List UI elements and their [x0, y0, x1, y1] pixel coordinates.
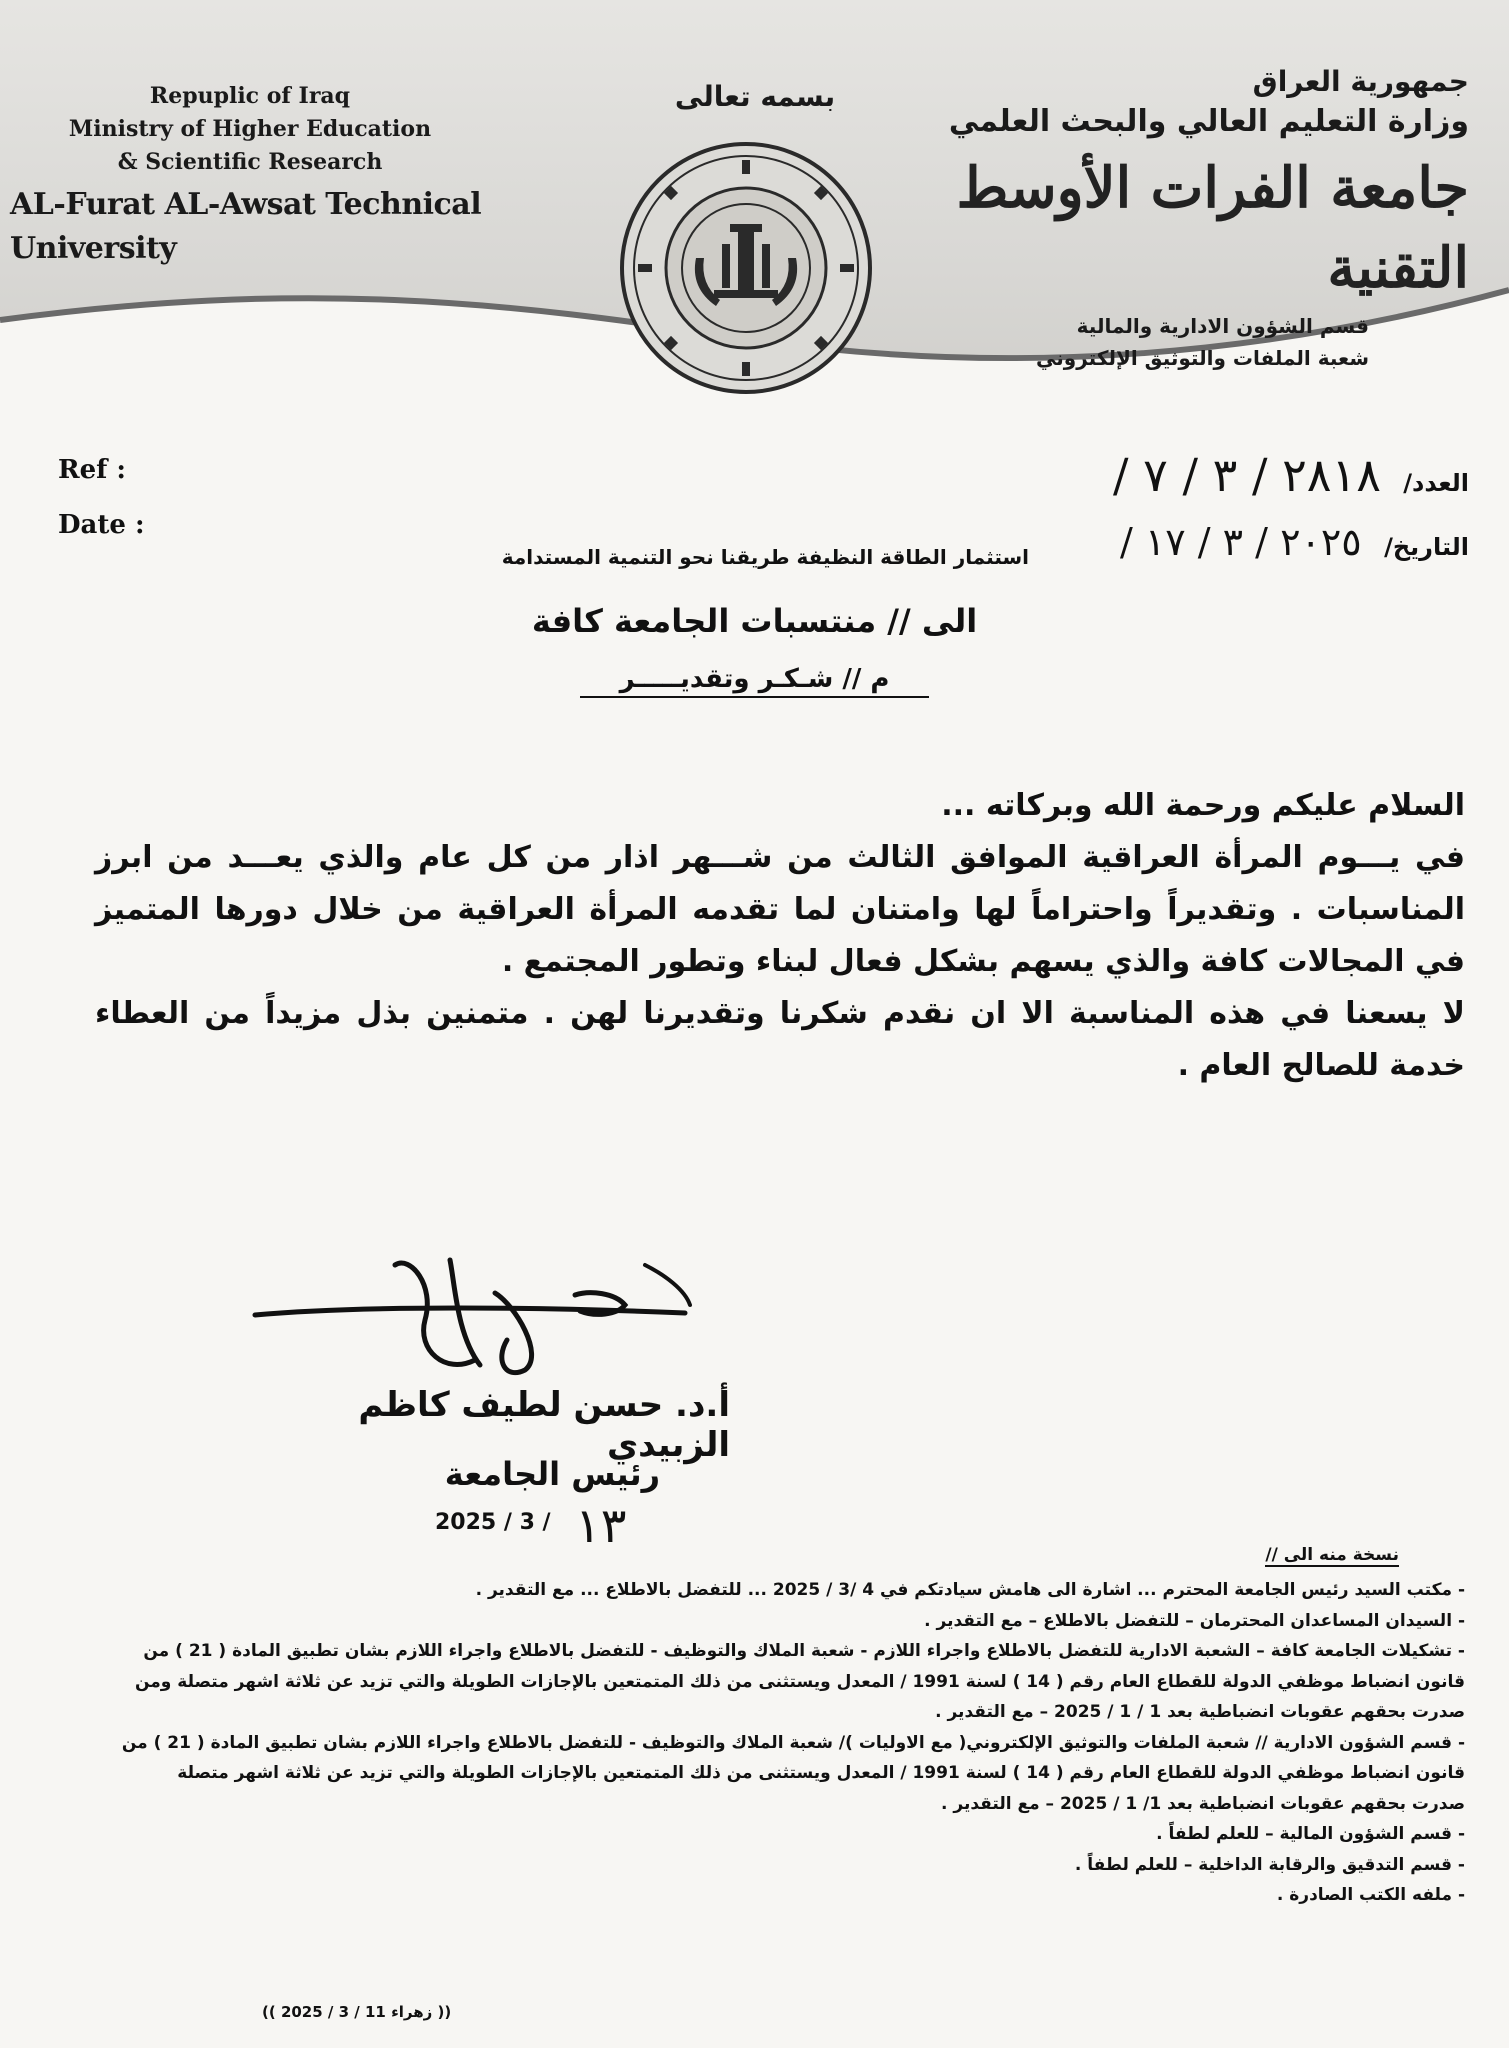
copies-list: [120, 1575, 1465, 1911]
signer-title: رئيس الجامعة: [444, 1455, 660, 1493]
ar-republic: جمهورية العراق: [1252, 65, 1469, 98]
en-ministry: Ministry of Higher Education: [68, 116, 432, 142]
ref-date-label: التاريخ: [1392, 533, 1469, 561]
subject-text: م // شـكـر وتقديـــــر: [580, 664, 930, 698]
copy-item: - مكتب السيد رئيس الجامعة المحترم ... اشارة الى هامش سيادتكم في 4 /3 / 2025 ... للتفضل بالاطلاع ... مع التقدير .: [475, 1580, 1465, 1600]
ar-university: جامعة الفرات الأوسط التقنية: [956, 155, 1469, 301]
subject-line: [0, 664, 1509, 694]
copy-item: - ملفه الكتب الصادرة .: [1276, 1885, 1465, 1905]
date-label: Date :: [58, 510, 145, 540]
ref-number-row: العدد/ ٢٨١٨ / ٣ / ٧ /: [1113, 448, 1469, 502]
footer-reference: (( زهراء 11 / 3 / 2025 )): [262, 2003, 452, 2021]
copies-title-text: نسخة منه الى //: [1265, 1545, 1399, 1565]
en-republic: Repuplic of Iraq: [149, 83, 351, 109]
english-letterhead: [10, 80, 490, 271]
ref-number-value: ٢٨١٨ / ٣ / ٧ /: [1113, 448, 1381, 502]
university-seal: [618, 140, 874, 396]
basmala: بسمه تعالى: [674, 80, 836, 113]
copies-title: [1265, 1545, 1399, 1565]
en-university: AL-Furat AL-Awsat Technical University: [10, 187, 482, 266]
ar-ministry: وزارة التعليم العالي والبحث العلمي: [948, 104, 1469, 139]
greeting: السلام عليكم ورحمة الله وبركاته ...: [941, 788, 1465, 823]
copy-item: - قسم الشؤون الادارية // شعبة الملفات والتوثيق الإلكتروني( مع الاوليات )/ شعبة الملاك والتوظيف - للتفضل بالاطلاع واجراء اللازم بشان تطبيق المادة ( 21 ) من قانون انضباط موظفي الدولة للقطاع العام رقم ( 14 ) لسنة 1991 / المعدل ويستثنى من ذلك المتمتعين بالإجازات الطويلة والتي تزيد عن ثلاثة اشهر متصلة صدرت بحقهم عقوبات انضباطية بعد 1/ 1 / 2025 – مع التقدير .: [121, 1732, 1465, 1814]
ref-date-row: التاريخ/ ٢٠٢٥ / ٣ / ١٧ /: [1119, 520, 1469, 564]
signature-date: 2025 / 3 /: [435, 1510, 551, 1535]
body-paragraph-2: لا يسعنا في هذه المناسبة الا ان نقدم شكرنا وتقديرنا لهن . متمنين بذل مزيداً من العطاء خدمة للصالح العام .: [95, 996, 1465, 1083]
handwritten-signature: [245, 1245, 695, 1390]
letter-body: [95, 780, 1465, 1092]
body-paragraph-1: في يـــوم المرأة العراقية الموافق الثالث من شـــهر اذار من كل عام والذي يعـــد من ابرز المناسبات . وتقديراً واحتراماً لها وامتنان لما تقدمه المرأة العراقية من خلال دورها المتميز في المجالات كافة والذي يسهم بشكل فعال لبناء وتطور المجتمع .: [95, 840, 1465, 979]
recipient-line: الى // منتسبات الجامعة كافة: [531, 602, 978, 640]
copy-item: - السيدان المساعدان المحترمان – للتفضل بالاطلاع – مع التقدير .: [924, 1610, 1465, 1631]
copy-item: - قسم الشؤون المالية – للعلم لطفاً .: [1156, 1824, 1465, 1844]
ref-label: Ref :: [58, 455, 126, 485]
ref-date-value: ٢٠٢٥ / ٣ / ١٧ /: [1119, 520, 1362, 564]
copy-item: - تشكيلات الجامعة كافة – الشعبة الادارية للتفضل بالاطلاع واجراء اللازم - شعبة الملاك والتوظيف - للتفضل بالاطلاع واجراء اللازم بشان تطبيق المادة ( 21 ) من قانون انضباط موظفي الدولة للقطاع العام رقم ( 14 ) لسنة 1991 / المعدل ويستثنى من ذلك المتمتعين بالإجازات الطويلة والتي تزيد عن ثلاثة اشهر متصلة ومن صدرت بحقهم عقوبات انضباطية بعد 1 / 1 / 2025 – مع التقدير .: [134, 1641, 1465, 1722]
slogan: استثمار الطاقة النظيفة طريقنا نحو التنمية المستدامة: [501, 545, 1029, 569]
signature-day-handwritten: ١٣: [575, 1498, 627, 1554]
ar-department: قسم الشؤون الادارية والمالية: [1076, 314, 1369, 338]
signer-name: أ.د. حسن لطيف كاظم الزبيدي: [358, 1385, 730, 1465]
en-research: & Scientific Research: [117, 149, 383, 175]
copy-item: - قسم التدقيق والرقابة الداخلية – للعلم لطفاً .: [1074, 1854, 1465, 1875]
ar-section: شعبة الملفات والتوثيق الإلكتروني: [1036, 346, 1369, 370]
arabic-letterhead: [909, 62, 1469, 374]
ref-number-label: العدد: [1412, 469, 1469, 497]
